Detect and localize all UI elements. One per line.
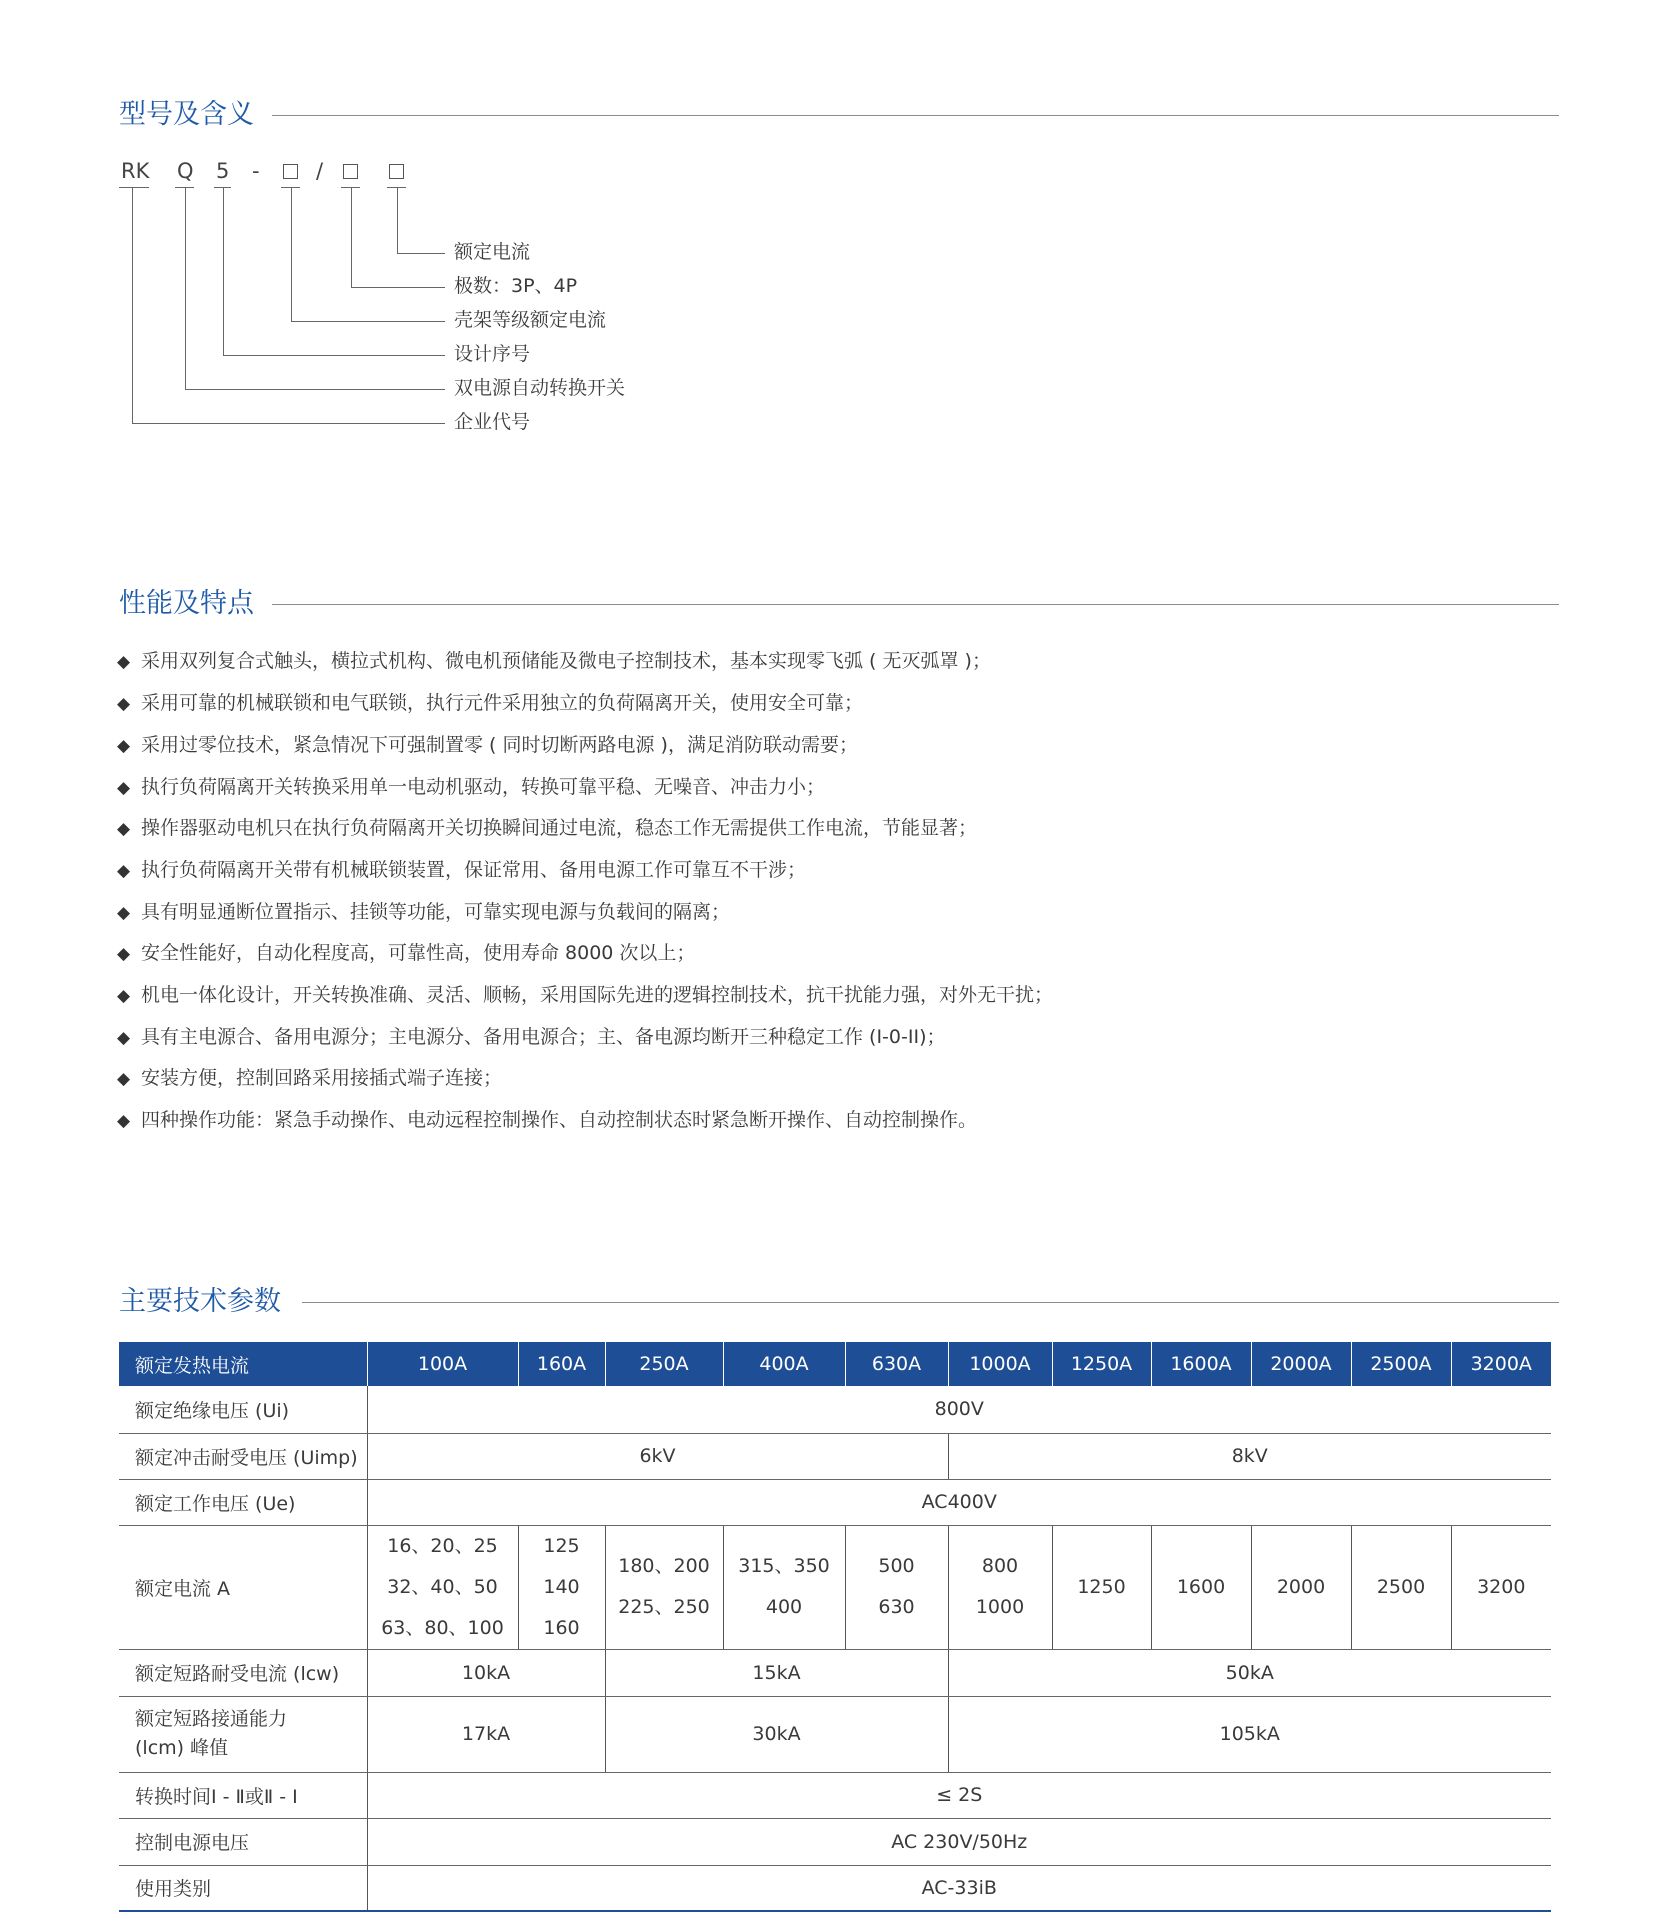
table-cell: [518, 1525, 605, 1649]
connector-current-h: [397, 253, 445, 254]
cell-line: 32、40、50: [387, 1575, 498, 1598]
code-rk-underline: [119, 187, 149, 188]
code-q: Q: [177, 159, 194, 183]
meaning-rated-current: 额定电流: [454, 241, 531, 263]
meaning-frame-current: 壳架等级额定电流: [454, 309, 607, 331]
table-cell: [723, 1525, 845, 1649]
connector-company-v: [132, 187, 133, 423]
cell-line: 180、200: [618, 1555, 710, 1577]
feature-text: 具有明显通断位置指示、挂锁等功能，可靠实现电源与负载间的隔离；: [141, 901, 731, 923]
connector-current-v: [397, 187, 398, 253]
table-cell: AC400V: [367, 1479, 1551, 1525]
connector-design-h: [223, 355, 445, 356]
table-row: [119, 1649, 1551, 1696]
diamond-bullet-icon: ◆: [117, 819, 131, 839]
cell-line: 16、20、25: [387, 1534, 498, 1557]
table-cell: AC 230V/50Hz: [367, 1818, 1551, 1865]
cell-line: 140: [543, 1575, 580, 1598]
section-title-params: 主要技术参数: [119, 1286, 281, 1317]
table-cell: 10kA: [367, 1649, 605, 1696]
table-cell: 1600: [1151, 1525, 1251, 1649]
table-row: [119, 1479, 1551, 1525]
code-5: 5: [216, 159, 230, 183]
row-label-line: (lcm) 峰值: [135, 1737, 229, 1759]
section-rule-params: [302, 1302, 1559, 1303]
row-label: 转换时间Ⅰ - Ⅱ或Ⅱ - Ⅰ: [119, 1772, 367, 1818]
code-box-current: [389, 164, 404, 179]
feature-item: [117, 1028, 945, 1047]
feature-item: [117, 778, 825, 797]
row-label: [119, 1696, 367, 1772]
feature-item: [117, 819, 977, 838]
feature-text: 安全性能好，自动化程度高，可靠性高，使用寿命 8000 次以上；: [141, 942, 696, 964]
table-cell: [367, 1525, 518, 1649]
table-header-cell: 1250A: [1052, 1342, 1151, 1386]
table-cell: [605, 1525, 723, 1649]
feature-text: 四种操作功能：紧急手动操作、电动远程控制操作、自动控制状态时紧急断开操作、自动控制操作。: [141, 1109, 978, 1131]
feature-item: [117, 903, 730, 922]
table-header-cell: 400A: [723, 1342, 845, 1386]
connector-poles-v: [351, 187, 352, 287]
feature-text: 采用可靠的机械联锁和电气联锁，执行元件采用独立的负荷隔离开关，使用安全可靠；: [141, 692, 864, 714]
feature-text: 执行负荷隔离开关转换采用单一电动机驱动，转换可靠平稳、无噪音、冲击力小；: [141, 776, 826, 798]
table-cell: 2500: [1351, 1525, 1451, 1649]
meaning-company-code: 企业代号: [454, 411, 531, 433]
cell-line: 800: [981, 1555, 1019, 1577]
cell-line: 500: [878, 1555, 915, 1577]
row-label: 额定短路耐受电流 (lcw): [119, 1649, 367, 1696]
table-header-row: [119, 1342, 1551, 1386]
feature-text: 安装方便，控制回路采用接插式端子连接；: [141, 1067, 503, 1089]
code-slash: /: [316, 159, 324, 183]
meaning-poles: 极数：3P、4P: [454, 275, 578, 297]
feature-text: 采用双列复合式触头，横拉式机构、微电机预储能及微电子控制技术，基本实现零飞弧 ( 无灭弧罩 )；: [141, 650, 991, 672]
feature-item: [117, 944, 695, 963]
feature-item: [117, 861, 806, 880]
diamond-bullet-icon: ◆: [117, 694, 131, 714]
feature-text: 操作器驱动电机只在执行负荷隔离开关切换瞬间通过电流，稳态工作无需提供工作电流，节能显著；: [141, 817, 978, 839]
connector-design-v: [223, 187, 224, 355]
table-cell: 15kA: [605, 1649, 948, 1696]
spec-table: [119, 1342, 1551, 1912]
table-row: [119, 1865, 1551, 1911]
table-header-cell: 2500A: [1351, 1342, 1451, 1386]
row-label: 额定绝缘电压 (Ui): [119, 1386, 367, 1433]
table-row: [119, 1433, 1551, 1479]
section-title-features: 性能及特点: [119, 588, 254, 619]
feature-item: [117, 1111, 977, 1130]
feature-item: [117, 1069, 502, 1088]
table-header-label: 额定发热电流: [119, 1342, 367, 1386]
row-label: 控制电源电压: [119, 1818, 367, 1865]
cell-line: 1000: [975, 1596, 1025, 1618]
table-cell: 3200: [1451, 1525, 1551, 1649]
connector-frame-v: [291, 187, 292, 321]
row-label: 额定冲击耐受电压 (Uimp): [119, 1433, 367, 1479]
table-header-cell: 100A: [367, 1342, 518, 1386]
feature-item: [117, 736, 858, 755]
connector-frame-h: [291, 321, 445, 322]
table-row: [119, 1772, 1551, 1818]
table-cell: AC-33iB: [367, 1865, 1551, 1911]
table-header-cell: 2000A: [1251, 1342, 1351, 1386]
cell-line: 160: [543, 1616, 580, 1639]
section-rule-features: [272, 604, 1559, 605]
code-box-frame: [283, 164, 298, 179]
connector-ats-h: [185, 389, 445, 390]
feature-text: 机电一体化设计，开关转换准确、灵活、顺畅，采用国际先进的逻辑控制技术，抗干扰能力强，对外无干扰；: [141, 984, 1054, 1006]
feature-text: 具有主电源合、备用电源分；主电源分、备用电源合；主、备电源均断开三种稳定工作 (I-0-II)；: [141, 1026, 946, 1048]
table-header-cell: 1600A: [1151, 1342, 1251, 1386]
cell-line: 400: [765, 1596, 803, 1618]
table-row: [119, 1525, 1551, 1649]
table-cell: 17kA: [367, 1696, 605, 1772]
table-cell: 30kA: [605, 1696, 948, 1772]
cell-line: 630: [878, 1596, 915, 1618]
table-row: [119, 1818, 1551, 1865]
table-header-cell: 160A: [518, 1342, 605, 1386]
diamond-bullet-icon: ◆: [117, 903, 131, 923]
table-cell: [845, 1525, 948, 1649]
table-header-cell: 630A: [845, 1342, 948, 1386]
meaning-design-serial: 设计序号: [454, 343, 531, 365]
table-cell: [948, 1525, 1052, 1649]
row-label-line: 额定短路接通能力: [135, 1708, 288, 1730]
cell-line: 125: [543, 1534, 580, 1557]
table-cell: 105kA: [948, 1696, 1551, 1772]
table-row: [119, 1696, 1551, 1772]
model-diagram: [0, 0, 1654, 460]
cell-line: 63、80、100: [381, 1616, 504, 1639]
connector-ats-v: [185, 187, 186, 389]
diamond-bullet-icon: ◆: [117, 986, 131, 1006]
connector-company-h: [132, 423, 445, 424]
diamond-bullet-icon: ◆: [117, 1111, 131, 1131]
diamond-bullet-icon: ◆: [117, 736, 131, 756]
table-cell: 800V: [367, 1386, 1551, 1433]
table-cell: 8kV: [948, 1433, 1551, 1479]
diamond-bullet-icon: ◆: [117, 944, 131, 964]
code-dash: -: [252, 159, 260, 183]
cell-line: 225、250: [618, 1596, 710, 1618]
code-rk: RK: [121, 159, 150, 183]
table-cell: 1250: [1052, 1525, 1151, 1649]
row-label: 额定工作电压 (Ue): [119, 1479, 367, 1525]
table-header-cell: 250A: [605, 1342, 723, 1386]
row-label: 额定电流 A: [119, 1525, 367, 1649]
diamond-bullet-icon: ◆: [117, 652, 131, 672]
table-cell: ≤ 2S: [367, 1772, 1551, 1818]
feature-item: [117, 652, 991, 671]
diamond-bullet-icon: ◆: [117, 1028, 131, 1048]
code-box-poles: [343, 164, 358, 179]
feature-text: 采用过零位技术，紧急情况下可强制置零 ( 同时切断两路电源 )，满足消防联动需要；: [141, 734, 858, 756]
feature-item: [117, 694, 863, 713]
table-row: [119, 1386, 1551, 1433]
section-title-model: 型号及含义: [119, 99, 254, 130]
meaning-ats: 双电源自动转换开关: [454, 377, 626, 399]
table-cell: 2000: [1251, 1525, 1351, 1649]
feature-text: 执行负荷隔离开关带有机械联锁装置，保证常用、备用电源工作可靠互不干涉；: [141, 859, 807, 881]
table-cell: 6kV: [367, 1433, 948, 1479]
table-header-cell: 1000A: [948, 1342, 1052, 1386]
connector-poles-h: [351, 287, 445, 288]
diamond-bullet-icon: ◆: [117, 861, 131, 881]
diamond-bullet-icon: ◆: [117, 1069, 131, 1089]
diamond-bullet-icon: ◆: [117, 778, 131, 798]
cell-line: 315、350: [738, 1555, 830, 1577]
feature-item: [117, 986, 1053, 1005]
table-cell: 50kA: [948, 1649, 1551, 1696]
row-label: 使用类别: [119, 1865, 367, 1911]
table-header-cell: 3200A: [1451, 1342, 1551, 1386]
